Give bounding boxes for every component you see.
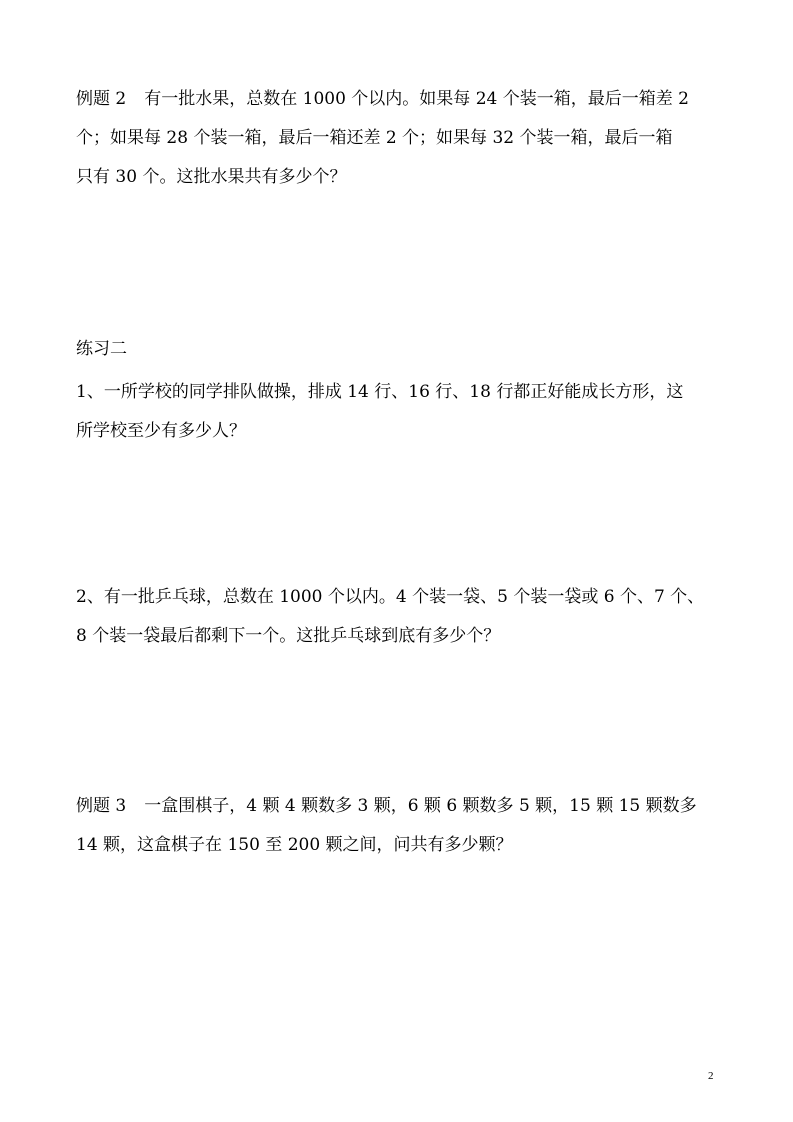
exercise-2-question-1 (76, 380, 726, 458)
page-number: 2 (708, 1070, 714, 1082)
question-1-line-2: 所学校至少有多少人？ (76, 421, 246, 441)
exercise-2-heading: 练习二 (76, 339, 127, 359)
example-3-line-2: 14 颗，这盒棋子在 150 至 200 颗之间，问共有多少颗？ (76, 835, 513, 855)
question-2-line-2: 8 个装一袋最后都剩下一个。这批乒乓球到底有多少个？ (76, 626, 501, 646)
example-3-label: 例题 3 (76, 796, 127, 816)
exercise-2 (76, 337, 726, 376)
example-3-line-1 (76, 794, 726, 833)
example-2-text-1: 有一批水果，总数在 1000 个以内。如果每 24 个装一箱，最后一箱差 2 (144, 89, 689, 109)
example-2-line-1 (76, 87, 726, 126)
example-3-text-1: 一盒围棋子，4 颗 4 颗数多 3 颗，6 颗 6 颗数多 5 颗，15 颗 15 颗数多 (144, 796, 697, 816)
example-2 (76, 87, 726, 204)
example-3 (76, 794, 726, 872)
example-2-label: 例题 2 (76, 89, 127, 109)
exercise-2-question-2 (76, 585, 726, 663)
question-1-line-1: 1、一所学校的同学排队做操，排成 14 行、16 行、18 行都正好能成长方形，这 (76, 382, 684, 402)
example-2-line-3: 只有 30 个。这批水果共有多少个？ (76, 167, 347, 187)
question-2-line-1: 2、有一批乒乓球，总数在 1000 个以内。4 个装一袋、5 个装一袋或 6 个、7 个、 (76, 587, 705, 607)
example-2-text-row (76, 87, 689, 126)
example-2-line-2: 个；如果每 28 个装一箱，最后一箱还差 2 个；如果每 32 个装一箱，最后一箱 (76, 128, 673, 148)
